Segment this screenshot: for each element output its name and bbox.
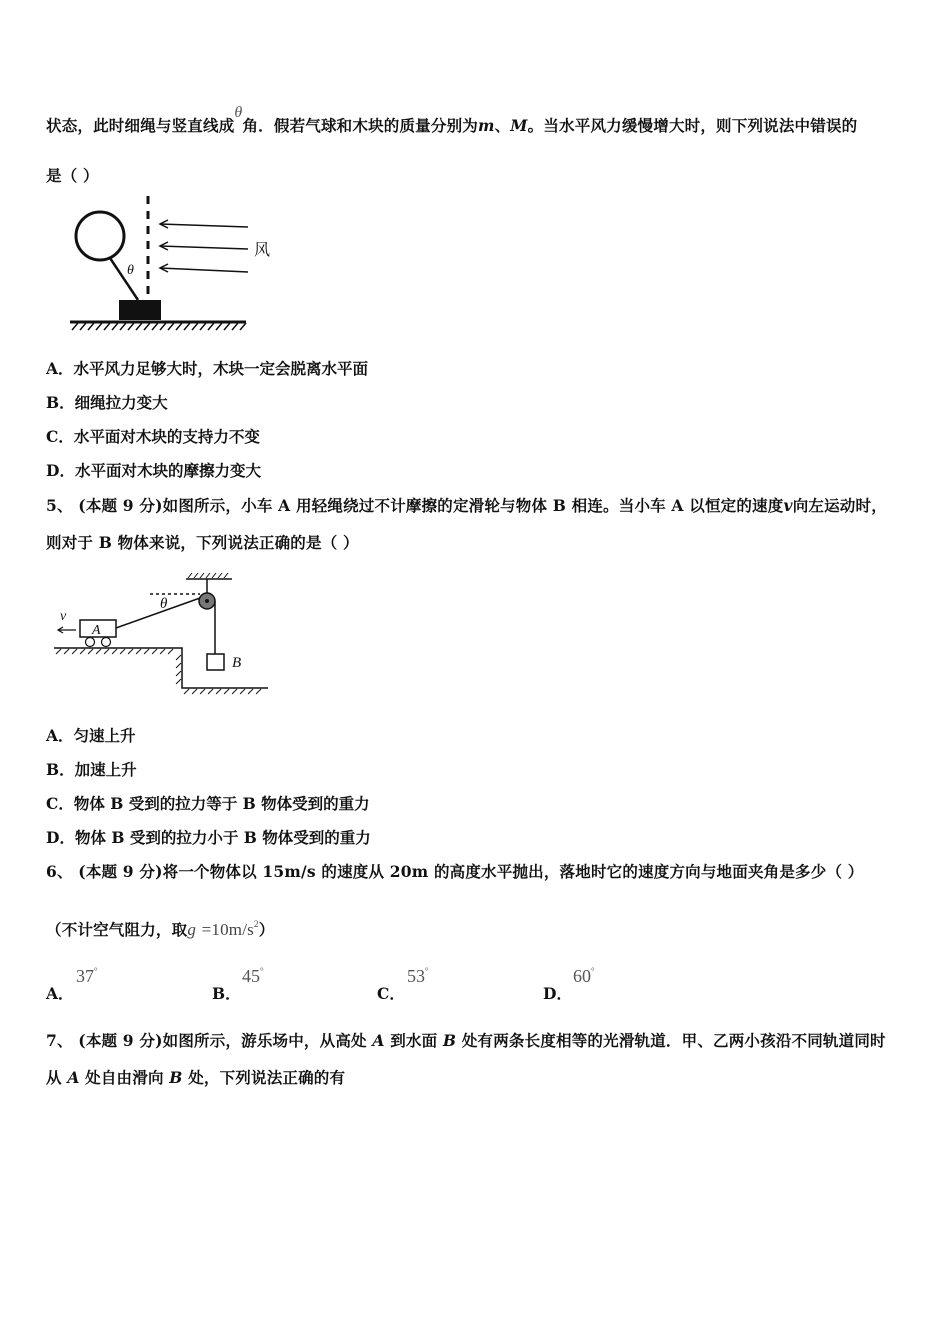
q7-stem-text-f: 处，下列说法正确的有 xyxy=(188,1068,346,1087)
block-b xyxy=(207,654,224,670)
ground-hatch xyxy=(72,323,246,330)
wind-arrow-2 xyxy=(160,246,248,249)
q4-separator: 、 xyxy=(494,116,511,135)
q6-g-exponent: 2 xyxy=(253,919,259,929)
q4-option-a: A．水平风力足够大时，木块一定会脱离水平面 xyxy=(46,359,369,378)
q5-stem-text-b: 向左运动时， xyxy=(792,496,887,515)
q4-stem-line2: 是（ ） xyxy=(46,166,99,185)
q5-pulley-figure xyxy=(50,570,274,702)
fig-theta-label: θ xyxy=(160,596,168,612)
q6-g-value: =10m/s xyxy=(201,920,254,939)
q4-option-d: D．水平面对木块的摩擦力变大 xyxy=(46,461,261,480)
q7-stem-text-a: 7、 (本题 9 分)如图所示，游乐场中，从高处 xyxy=(46,1031,367,1050)
q6-g-symbol: g xyxy=(187,920,197,939)
q5-velocity-v: v xyxy=(783,496,793,515)
q4-balloon-figure xyxy=(64,192,284,338)
q7-stem-line2 xyxy=(46,1066,345,1088)
q4-stem-text-b: 角．假若气球和木块的质量分别为 xyxy=(242,116,478,135)
wooden-block xyxy=(119,300,161,320)
label-v: v xyxy=(60,609,67,624)
q7-stem-text-b: 到水面 xyxy=(390,1031,438,1050)
q4-mass-M: M xyxy=(510,116,528,135)
q5-stem-line1 xyxy=(46,494,887,516)
fig-theta-label: θ xyxy=(127,263,134,278)
q6-stem-text-a: （不计空气阻力，取 xyxy=(46,920,188,939)
q6-stem-line1: 6、 (本题 9 分)将一个物体以 15m/s 的速度从 20m 的高度水平抛出，落地时它的速度方向与地面夹角是多少（ ） xyxy=(46,862,864,881)
q6-option-d-value: 60° xyxy=(573,966,595,986)
q6-stem-text-b: ） xyxy=(258,920,275,939)
q7-point-a-2: A xyxy=(67,1068,80,1087)
q4-option-c: C．水平面对木块的支持力不变 xyxy=(46,427,260,446)
cart-wheel-right xyxy=(102,638,111,647)
wind-arrow-1 xyxy=(160,224,248,227)
q5-option-c: C．物体 B 受到的拉力等于 B 物体受到的重力 xyxy=(46,794,370,813)
wind-arrow-3 xyxy=(160,268,248,272)
q5-stem-text-a: 5、 (本题 9 分)如图所示，小车 A 用轻绳绕过不计摩擦的定滑轮与物体 B 相连。当小车 A 以恒定的速度 xyxy=(46,496,784,515)
q7-stem-line1 xyxy=(46,1029,886,1051)
q7-point-a: A xyxy=(372,1031,385,1050)
q4-theta-symbol: θ xyxy=(234,104,243,121)
q4-option-b: B．细绳拉力变大 xyxy=(46,393,168,412)
q6-option-b-value: 45° xyxy=(242,966,264,986)
q7-stem-text-d: 从 xyxy=(46,1068,62,1087)
wind-label: 风 xyxy=(254,240,271,259)
q6-option-c-value: 53° xyxy=(407,966,429,986)
q5-option-b: B．加速上升 xyxy=(46,760,137,779)
q4-stem-text-c: 。当水平风力缓慢增大时，则下列说法中错误的 xyxy=(527,116,858,135)
q7-point-b-2: B xyxy=(169,1068,183,1087)
q5-option-a: A．匀速上升 xyxy=(46,726,136,745)
q7-stem-text-c: 处有两条长度相等的光滑轨道．甲、乙两小孩沿不同轨道同时 xyxy=(461,1031,886,1050)
q4-mass-m: m xyxy=(477,116,495,135)
q7-stem-text-e: 处自由滑向 xyxy=(85,1068,164,1087)
cart-wheel-left xyxy=(86,638,95,647)
q4-stem-line1 xyxy=(46,104,858,136)
q5-option-d: D．物体 B 受到的拉力小于 B 物体受到的重力 xyxy=(46,828,371,847)
q4-stem-text-a: 状态，此时细绳与竖直线成 xyxy=(46,116,235,135)
q7-point-b: B xyxy=(442,1031,457,1050)
rope-slant xyxy=(116,598,200,628)
label-a: A xyxy=(92,623,101,638)
q6-option-a-value: 37° xyxy=(76,966,98,986)
label-b: B xyxy=(232,655,242,671)
q5-stem-line2: 则对于 B 物体来说，下列说法正确的是（ ） xyxy=(46,533,359,552)
balloon-circle xyxy=(76,212,124,260)
q6-stem-line2 xyxy=(46,918,274,940)
